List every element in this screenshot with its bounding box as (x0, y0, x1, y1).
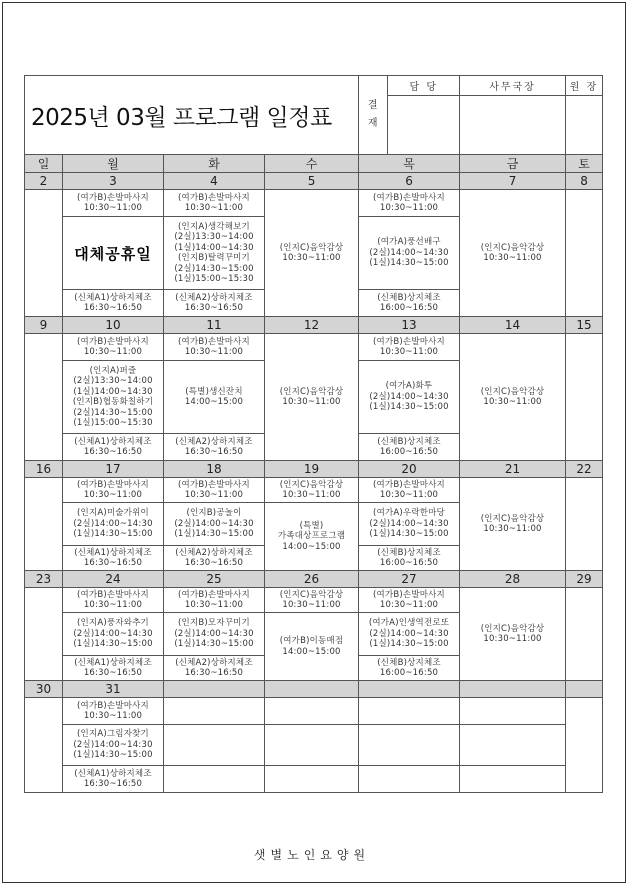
date-cell: 23 (25, 571, 63, 588)
event-morning: (여가B)손발마사지 10:30~11:00 (164, 478, 265, 503)
date-cell (265, 681, 359, 698)
date-cell (359, 681, 460, 698)
event-afternoon: (특별)생신잔치 14:00~15:00 (164, 361, 265, 434)
day-cell-empty (25, 334, 63, 461)
event-music: (인지C)음악감상 10:30~11:00 (460, 190, 566, 317)
date-cell: 12 (265, 317, 359, 334)
page-title: 2025년 03월 프로그램 일정표 (25, 76, 359, 155)
event-morning: (여가B)손발마사지 10:30~11:00 (359, 588, 460, 613)
event-music: (인지C)음악감상 10:30~11:00 (460, 588, 566, 681)
date-cell: 20 (359, 461, 460, 478)
event-exercise: (신체A2)상하지체조 16:30~16:50 (164, 290, 265, 317)
date-cell: 14 (460, 317, 566, 334)
event-music: (인지C)음악감상 10:30~11:00 (265, 334, 359, 461)
signature-box-director[interactable] (460, 96, 566, 155)
approval-header-head: 원 장 (566, 76, 603, 96)
day-cell-empty (265, 698, 359, 725)
date-cell: 2 (25, 173, 63, 190)
day-cell-empty (25, 190, 63, 317)
event-morning: (인지C)음악감상 10:30~11:00 (265, 588, 359, 613)
day-cell-empty (359, 698, 460, 725)
date-cell: 9 (25, 317, 63, 334)
holiday-label: 대체공휴일 (63, 217, 164, 290)
weekday-thu: 목 (359, 155, 460, 173)
day-cell-empty (566, 698, 603, 793)
date-cell: 6 (359, 173, 460, 190)
event-morning: (여가B)손발마사지 10:30~11:00 (359, 478, 460, 503)
day-cell-empty (164, 766, 265, 793)
day-cell-empty (460, 725, 566, 766)
event-morning: (여가B)손발마사지 10:30~11:00 (63, 334, 164, 361)
event-exercise: (신체A2)상하지체조 16:30~16:50 (164, 656, 265, 681)
day-cell-empty (265, 766, 359, 793)
event-morning: (여가B)손발마사지 10:30~11:00 (359, 334, 460, 361)
event-afternoon: (인지B)모자꾸미기 (2실)14:00~14:30 (1실)14:30~15:00 (164, 613, 265, 656)
date-cell: 22 (566, 461, 603, 478)
event-morning: (여가B)손발마사지 10:30~11:00 (359, 190, 460, 217)
day-cell-empty (164, 698, 265, 725)
date-cell: 26 (265, 571, 359, 588)
date-cell: 17 (63, 461, 164, 478)
event-exercise: (신체B)상지체조 16:00~16:50 (359, 290, 460, 317)
event-snack-store: (여가B)이동매점 14:00~15:00 (265, 613, 359, 681)
event-music: (인지C)음악감상 10:30~11:00 (265, 190, 359, 317)
event-morning: (여가B)손발마사지 10:30~11:00 (63, 190, 164, 217)
event-exercise: (신체B)상지체조 16:00~16:50 (359, 656, 460, 681)
event-morning: (인지C)음악감상 10:30~11:00 (265, 478, 359, 503)
event-afternoon: (여가A)우락한마당 (2실)14:00~14:30 (1실)14:30~15:00 (359, 503, 460, 546)
signature-box-staff[interactable] (387, 96, 460, 155)
date-cell: 30 (25, 681, 63, 698)
event-morning: (여가B)손발마사지 10:30~11:00 (164, 190, 265, 217)
schedule-table (24, 75, 603, 793)
day-cell-empty (25, 588, 63, 681)
event-afternoon: (인지A)풍자와추기 (2실)14:00~14:30 (1실)14:30~15:00 (63, 613, 164, 656)
date-cell: 7 (460, 173, 566, 190)
week-1-dates (25, 173, 603, 190)
event-exercise: (신체A2)상하지체조 16:30~16:50 (164, 434, 265, 461)
facility-name-footer: 샛별노인요양원 (253, 848, 371, 862)
date-cell: 15 (566, 317, 603, 334)
date-cell: 11 (164, 317, 265, 334)
date-cell: 4 (164, 173, 265, 190)
week-4-dates (25, 571, 603, 588)
event-morning: (여가B)손발마사지 10:30~11:00 (63, 698, 164, 725)
date-cell: 10 (63, 317, 164, 334)
day-cell-empty (164, 725, 265, 766)
weekday-sun: 일 (25, 155, 63, 173)
date-cell: 28 (460, 571, 566, 588)
approval-header-staff: 담 당 (387, 76, 460, 96)
day-cell-empty (25, 478, 63, 571)
event-afternoon: (여가A)풍선배구 (2실)14:00~14:30 (1실)14:30~15:00 (359, 217, 460, 290)
event-morning: (여가B)손발마사지 10:30~11:00 (164, 334, 265, 361)
date-cell (566, 681, 603, 698)
event-exercise: (신체B)상지체조 16:00~16:50 (359, 434, 460, 461)
date-cell: 19 (265, 461, 359, 478)
date-cell: 16 (25, 461, 63, 478)
date-cell: 29 (566, 571, 603, 588)
event-exercise: (신체A1)상하지체조 16:30~16:50 (63, 546, 164, 571)
event-morning: (여가B)손발마사지 10:30~11:00 (63, 588, 164, 613)
event-afternoon: (인지A)퍼즐 (2실)13:30~14:00 (1실)14:00~14:30 (인지B)협동화칠하기 (2실)14:30~15:00 (1실)15:00~15:30 (63, 361, 164, 434)
event-special: (특별) 가족대상프로그램 14:00~15:00 (265, 503, 359, 571)
signature-box-head[interactable] (566, 96, 603, 155)
week-2-dates (25, 317, 603, 334)
approval-block (359, 76, 460, 155)
event-exercise: (신체A1)상하지체조 16:30~16:50 (63, 766, 164, 793)
date-cell: 3 (63, 173, 164, 190)
weekday-fri: 금 (460, 155, 566, 173)
event-music: (인지C)음악감상 10:30~11:00 (460, 478, 566, 571)
weekday-sat: 토 (566, 155, 603, 173)
event-afternoon: (인지A)생각해보기 (2실)13:30~14:00 (1실)14:00~14:30 (인지B)탈력꾸미기 (2실)14:30~15:00 (1실)15:00~15:30 (164, 217, 265, 290)
date-cell: 18 (164, 461, 265, 478)
event-afternoon: (여가A)화투 (2실)14:00~14:30 (1실)14:30~15:00 (359, 361, 460, 434)
day-cell-empty (566, 478, 603, 571)
approval-label: 결 재 (359, 76, 387, 154)
weekday-wed: 수 (265, 155, 359, 173)
date-cell: 13 (359, 317, 460, 334)
day-cell-empty (566, 190, 603, 317)
event-exercise: (신체A1)상하지체조 16:30~16:50 (63, 656, 164, 681)
event-morning: (여가B)손발마사지 10:30~11:00 (63, 478, 164, 503)
date-cell: 25 (164, 571, 265, 588)
event-exercise: (신체A1)상하지체조 16:30~16:50 (63, 434, 164, 461)
day-cell-empty (566, 334, 603, 461)
day-cell-empty (460, 766, 566, 793)
approval-header-director: 사무국장 (460, 76, 566, 96)
event-afternoon: (여가A)인생역전로또 (2실)14:00~14:30 (1실)14:30~15:00 (359, 613, 460, 656)
day-cell-empty (25, 698, 63, 793)
event-morning: (여가B)손발마사지 10:30~11:00 (164, 588, 265, 613)
event-music: (인지C)음악감상 10:30~11:00 (460, 334, 566, 461)
date-cell (164, 681, 265, 698)
date-cell: 24 (63, 571, 164, 588)
weekday-header-row (25, 155, 603, 173)
day-cell-empty (265, 725, 359, 766)
event-exercise: (신체A1)상하지체조 16:30~16:50 (63, 290, 164, 317)
event-exercise: (신체A2)상하지체조 16:30~16:50 (164, 546, 265, 571)
day-cell-empty (359, 766, 460, 793)
week-5-dates (25, 681, 603, 698)
event-afternoon: (인지B)공놀이 (2실)14:00~14:30 (1실)14:30~15:00 (164, 503, 265, 546)
event-afternoon: (인지A)그림자찾기 (2실)14:00~14:30 (1실)14:30~15:00 (63, 725, 164, 766)
date-cell (460, 681, 566, 698)
date-cell: 31 (63, 681, 164, 698)
weekday-tue: 화 (164, 155, 265, 173)
event-afternoon: (인지A)미술가위이 (2실)14:00~14:30 (1실)14:30~15:00 (63, 503, 164, 546)
day-cell-empty (566, 588, 603, 681)
day-cell-empty (359, 725, 460, 766)
date-cell: 21 (460, 461, 566, 478)
date-cell: 8 (566, 173, 603, 190)
date-cell: 27 (359, 571, 460, 588)
event-exercise: (신체B)상지체조 16:00~16:50 (359, 546, 460, 571)
day-cell-empty (460, 698, 566, 725)
week-3-dates (25, 461, 603, 478)
weekday-mon: 월 (63, 155, 164, 173)
date-cell: 5 (265, 173, 359, 190)
